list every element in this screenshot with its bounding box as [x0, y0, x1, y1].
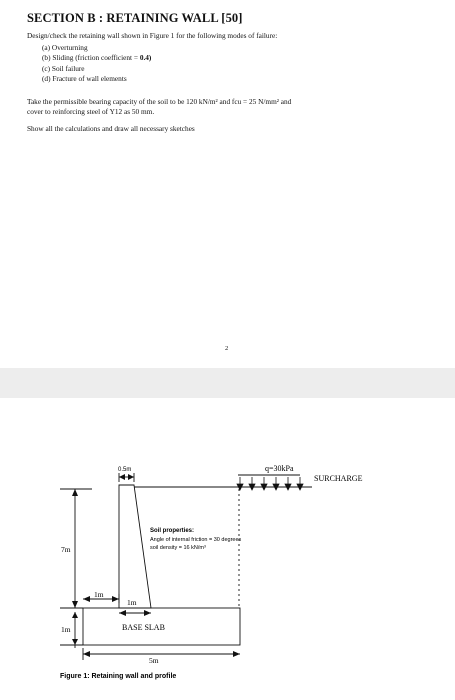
figure-caption: Figure 1: Retaining wall and profile [60, 673, 177, 680]
wall-stem [119, 485, 151, 608]
mode-item-c: (c) Soil failure [42, 63, 85, 73]
base-slab-label: BASE SLAB [122, 623, 165, 632]
mode-item-a: (a) Overturning [42, 43, 88, 52]
page-number: 2 [225, 345, 229, 352]
retaining-wall-figure [0, 398, 455, 700]
failure-modes-list [42, 43, 151, 85]
intro-text: Design/check the retaining wall shown in Figure 1 for the following modes of failure: [27, 31, 278, 40]
toe-label: 1m [94, 590, 104, 599]
instruction-text: Show all the calculations and draw all necessary sketches [27, 124, 195, 133]
soil-density: soil density = 16 kN/m³ [150, 545, 206, 551]
mode-item-d: (d) Fracture of wall elements [42, 74, 127, 84]
height-label: 7m [61, 545, 71, 554]
section-heading: SECTION B : RETAINING WALL [50] [27, 11, 243, 25]
soil-properties-title: Soil properties: [150, 528, 195, 534]
top-width-label: 0.5m [118, 467, 132, 473]
mode-item-b: (b) Sliding (friction coefficient = 0.4) [42, 53, 152, 63]
design-parameters-line-2: cover to reinforcing steel of Y12 as 50 mm. [27, 107, 155, 116]
soil-friction-angle: Angle of internal friction = 30 degrees [150, 537, 242, 543]
load-label: q=30kPa [265, 464, 294, 473]
design-parameters-text [27, 97, 291, 117]
heel-start-label: 1m [127, 598, 137, 607]
base-width-label: 5m [149, 656, 159, 665]
design-parameters-line-1: Take the permissible bearing capacity of the soil to be 120 kN/m² and fcu = 25 N/mm² and [27, 97, 292, 106]
base-height-label: 1m [61, 625, 71, 634]
surcharge-arrows [237, 477, 303, 490]
document-page-2 [0, 398, 455, 700]
surcharge-label: SURCHARGE [314, 474, 363, 483]
